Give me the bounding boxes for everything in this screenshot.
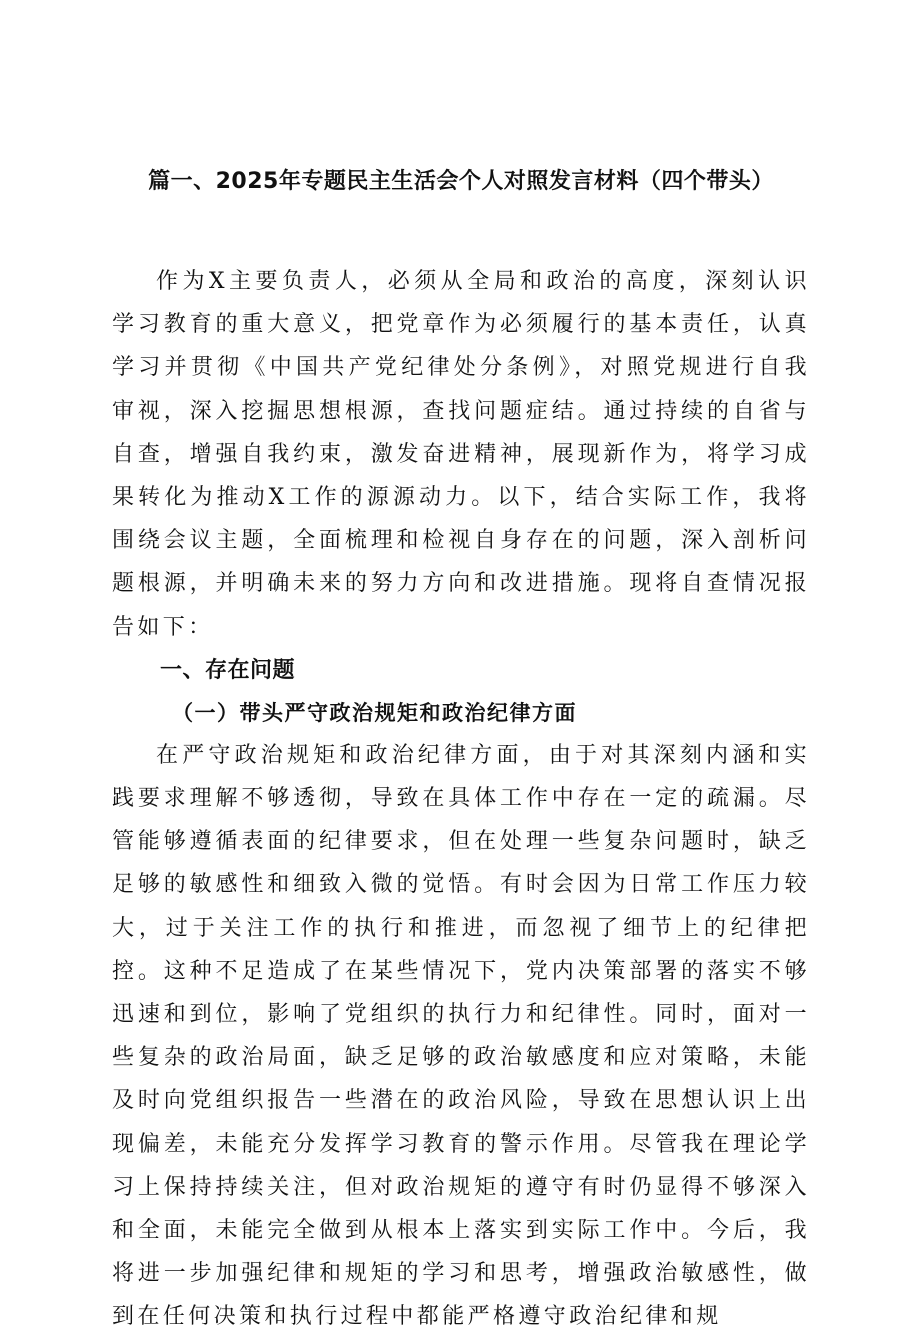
subsection-paragraph: 在严守政治规矩和政治纪律方面，由于对其深刻内涵和实践要求理解不够透彻，导致在具体工作中存在一定的疏漏。尽管能够遵循表面的纪律要求，但在处理一些复杂问题时，缺乏足够的敏感性和细致入微的觉悟。有时会因为日常工作压力较大，过于关注工作的执行和推进，而忽视了细节上的纪律把控。这种不足造成了在某些情况下，党内决策部署的落实不够迅速和到位，影响了党组织的执行力和纪律性。同时，面对一些复杂的政治局面，缺乏足够的政治敏感度和应对策略，未能及时向党组织报告一些潜在的政治风险，导致在思想认识上出现偏差，未能充分发挥学习教育的警示作用。尽管我在理论学习上保持持续关注，但对政治规矩的遵守有时仍显得不够深入和全面，未能完全做到从根本上落实到实际工作中。今后，我将进一步加强纪律和规矩的学习和思考，增强政治敏感性，做到在任何决策和执行过程中都能严格遵守政治纪律和规 (112, 742, 810, 1330)
section-heading: 一、存在问题 (160, 657, 296, 683)
subsection-heading: （一）带头严守政治规矩和政治纪律方面 (172, 699, 577, 725)
document-title: 篇一、2025年专题民主生活会个人对照发言材料（四个带头） (148, 169, 774, 194)
intro-paragraph: 作为X主要负责人，必须从全局和政治的高度，深刻认识学习教育的重大意义，把党章作为必须履行的基本责任，认真学习并贯彻《中国共产党纪律处分条例》，对照党规进行自我审视，深入挖掘思想根源，查找问题症结。通过持续的自省与自查，增强自我约束，激发奋进精神，展现新作为，将学习成果转化为推动X工作的源源动力。以下，结合实际工作，我将围绕会议主题，全面梳理和检视自身存在的问题，深入剖析问题根源，并明确未来的努力方向和改进措施。现将自查情况报告如下： (112, 269, 810, 640)
